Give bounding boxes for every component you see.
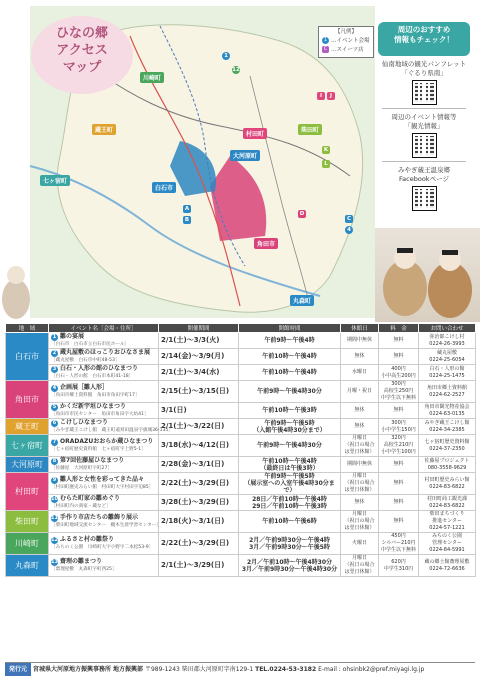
closed-days: 無休 (341, 403, 379, 419)
admission-fee: 無料 (379, 403, 419, 419)
table-header-cell: イベント名［会場・住所］ (49, 324, 159, 333)
divider (382, 161, 466, 162)
inquiry-contact: 村田町商工観光課 0224-83-6822 (419, 495, 476, 511)
map-label-ogawara: 大河原町 (230, 150, 260, 161)
map-legend (318, 26, 374, 58)
opening-hours: 2月／午前9時30分〜午後4時 3月／午前9時30分〜午後5時 (239, 533, 341, 555)
inquiry-contact: 七ヶ宿町歴史資料館 0224-37-2350 (419, 435, 476, 457)
admission-fee: 300円 高校生250円 中学生以下無料 (379, 381, 419, 403)
table-row (6, 533, 476, 555)
table-row (6, 435, 476, 457)
map-label-shichikashuku: 七ヶ宿町 (40, 175, 70, 186)
area-cell: 角田市 (6, 381, 49, 419)
table-header-cell: 地 域 (6, 324, 49, 333)
tourism-title: 「観光情報」 (404, 122, 444, 130)
event-cell (49, 333, 159, 349)
event-number-badge: 3 (52, 366, 57, 372)
event-number-badge: 1 (52, 334, 57, 340)
side-block-pamphlet[interactable] (378, 60, 470, 105)
inquiry-contact: 柴田まちづくり 推進センター 0224-57-1221 (419, 511, 476, 533)
closed-days: 期間中無休 (341, 333, 379, 349)
table-row (6, 495, 476, 511)
closed-days: 無休 (341, 349, 379, 365)
inquiry-contact: 佐藤屋プロジェクト 080-3558-9629 (419, 457, 476, 473)
event-name: むらた町家の雛めぐり (60, 495, 121, 502)
table-header-cell: 休館日 (341, 324, 379, 333)
event-venue: ［みやぎ蔵王こけし館 蔵王町遠刈田温泉字旗城36-135］ (51, 428, 173, 433)
event-venue: ［村田町歴史みらい館 村田町大字村田字迫85］ (51, 485, 154, 490)
closed-days: 月曜日 （祝日の場合は翌日休館） (341, 435, 379, 457)
event-venue-icon: 1 (323, 37, 328, 43)
map-marker-sweets: B (184, 217, 190, 223)
issuer-badge: 発行元 (5, 663, 31, 676)
top-section (0, 0, 480, 322)
admission-fee: 無料 (379, 349, 419, 365)
map-marker-event: 12 (232, 67, 240, 73)
opening-hours: 午前10時〜午後4時 (239, 365, 341, 381)
map-label-kakuda: 角田市 (254, 238, 278, 249)
event-number-badge: 9 (52, 477, 57, 483)
table-header-row (6, 324, 476, 333)
opening-hours: 午前9時〜午後4時 (239, 333, 341, 349)
event-cell (49, 495, 159, 511)
closed-days: 無休 (341, 495, 379, 511)
event-name: 雛の宴展 (60, 333, 85, 340)
map-marker-sweets: I (317, 92, 325, 100)
event-date: 2/22(土)〜3/29(日) (159, 473, 239, 495)
event-number-badge: 5 (52, 404, 57, 410)
event-name: 企画展［雛人形］ (60, 384, 109, 391)
table-row (6, 349, 476, 365)
admission-fee: 無料 (379, 495, 419, 511)
event-date: 2/15(土)〜3/15(日) (159, 381, 239, 403)
event-cell (49, 457, 159, 473)
legend-heading: 【凡例】 (334, 29, 357, 35)
legend-event-label: …イベント会場 (331, 38, 370, 44)
area-cell: 大河原町 (6, 457, 49, 473)
area-cell: 川崎町 (6, 533, 49, 555)
hina-dolls-photo (375, 228, 480, 322)
admission-fee: 無料 (379, 511, 419, 533)
table-header-cell: 開館時間 (239, 324, 341, 333)
inquiry-contact: 蔵丸屋敷 0224-25-6054 (419, 349, 476, 365)
side-block-facebook[interactable] (378, 166, 470, 211)
table-row (6, 555, 476, 577)
event-date: 2/1(土)〜3/4(水) (159, 365, 239, 381)
opening-hours: 午前9時〜午後5時 （入館午後4時30分まで） (239, 419, 341, 435)
event-name: かくだ新宇垣ひなまつり (60, 403, 127, 410)
map-label-shiroishi: 白石市 (152, 182, 176, 193)
table-body (6, 333, 476, 577)
event-cell (49, 365, 159, 381)
office-address: 〒989-1243 柴田郡大河原町字南129-1 (144, 666, 254, 673)
event-cell (49, 381, 159, 403)
office-name: 宮城県大河原地方振興事務所 地方振興部 (32, 666, 144, 673)
event-number-badge: 2 (52, 350, 57, 356)
tourism-label: 周辺のイベント情報等 (391, 113, 457, 121)
event-date: 3/1(日) (159, 403, 239, 419)
event-venue: ［蔵丸屋敷 白石市中町48-53］ (51, 358, 120, 363)
event-date: 2/1(土)〜3/22(日) (159, 419, 239, 435)
event-venue: ［齋理屋敷 丸森町字町西25］ (51, 567, 117, 572)
inquiry-contact: 弥治郎こけし村 0224-26-3993 (419, 333, 476, 349)
closed-days: 月曜・祝日 (341, 381, 379, 403)
event-venue: ［柴田町地域交流センター 槻木生涯学習センター］ (51, 523, 161, 528)
side-heading (378, 22, 470, 56)
event-name: こけしひなまつり (60, 419, 109, 426)
event-venue: ［角田市市民センター 角田市角田字大坊41］ (51, 412, 149, 417)
office-email[interactable]: E-mail : ohsinbk2@pref.miyagi.lg.jp (318, 666, 425, 673)
event-cell (49, 511, 159, 533)
event-name: 手作り市店たちの雛飾り展示 (60, 514, 139, 521)
table-row (6, 365, 476, 381)
map-label-murata: 村田町 (243, 128, 267, 139)
area-cell: 白石市 (6, 333, 49, 381)
closed-days: 火曜日 (341, 533, 379, 555)
event-cell (49, 533, 159, 555)
opening-hours: 午前9時〜午後4時30分 (239, 381, 341, 403)
area-cell: 七ヶ宿町 (6, 435, 49, 457)
event-name: 第7回佐藤屋ひなまつり (60, 457, 125, 464)
map-marker-sweets: A (184, 206, 190, 212)
table-row (6, 381, 476, 403)
map-label-shibata: 柴田町 (298, 124, 322, 135)
qr-code-icon[interactable] (412, 186, 437, 211)
sweets-shop-icon: C (323, 46, 328, 52)
footer (5, 662, 475, 675)
title-line-3: マップ (62, 60, 102, 75)
title-line-1: ひなの郷 (55, 26, 108, 41)
map-label-marumori: 丸森町 (290, 295, 314, 306)
opening-hours: 午前10時〜午後4時 (239, 349, 341, 365)
event-number-badge: 4 (52, 385, 57, 391)
title-line-2: アクセス (56, 43, 108, 58)
event-name: ふるさと村の雛祭り (60, 536, 115, 543)
event-date: 2/28(金)〜3/1(日) (159, 457, 239, 473)
map-label-kawasaki: 川崎町 (140, 72, 164, 83)
event-name: 雛人形と女性を彩ってきた品々 (60, 476, 145, 483)
inquiry-contact: みちのく公園 管理センター 0224-84-5991 (419, 533, 476, 555)
office-tel[interactable]: TEL.0224-53-3182 (255, 666, 317, 673)
table-row (6, 473, 476, 495)
opening-hours: 2月／午前10時〜午後4時30分 3月／午前9時30分〜午後4時30分 (239, 555, 341, 577)
qr-code-icon[interactable] (412, 80, 437, 105)
event-cell (49, 349, 159, 365)
admission-fee: 300円 小中学生150円 (379, 419, 419, 435)
event-name: 蔵丸屋敷のほっこりおひなさま展 (60, 349, 151, 356)
map-marker-sweets: L (322, 160, 330, 168)
event-date: 2/22(土)〜3/29(日) (159, 533, 239, 555)
event-name: 齋理の雛まつり (60, 558, 103, 565)
doll-illustration (0, 255, 32, 321)
event-venue: ［佐藤屋 大河原町字町27］ (51, 466, 112, 471)
admission-fee: 無料 (379, 457, 419, 473)
side-heading-line-1: 周辺のおすすめ (397, 25, 451, 34)
table-row (6, 511, 476, 533)
inquiry-contact: 村田町歴史みらい館 0224-83-6822 (419, 473, 476, 495)
table-row (6, 457, 476, 473)
area-cell: 村田町 (6, 473, 49, 511)
qr-code-icon[interactable] (412, 133, 437, 158)
event-number-badge: 11 (51, 515, 58, 521)
table-row (6, 333, 476, 349)
table-header-cell: 開催期間 (159, 324, 239, 333)
event-name: ORADAZUおおらか蔵ひなまつり (60, 438, 154, 445)
closed-days: 無休 (341, 419, 379, 435)
pamphlet-title: 「ぐるり県南」 (401, 69, 447, 77)
event-name: 白石・人形の館のひなまつり (60, 365, 139, 372)
inquiry-contact: 蔵の郷土館齋理屋敷 0224-72-6636 (419, 555, 476, 577)
table-header-cell: お問い合わせ (419, 324, 476, 333)
table-row (6, 403, 476, 419)
event-cell (49, 435, 159, 457)
admission-fee: 320円 高校生210円 小中学生100円 (379, 435, 419, 457)
opening-hours: 午前9時〜午後4時30分 (239, 435, 341, 457)
map-marker-sweets: J (327, 92, 335, 100)
closed-days: 月曜日 （祝日の場合は翌日休館） (341, 555, 379, 577)
event-cell (49, 555, 159, 577)
divider (382, 108, 466, 109)
event-cell (49, 473, 159, 495)
event-venue: ［七ヶ宿町歴史資料館 七ヶ宿町字上野5-1］ (51, 447, 146, 452)
event-number-badge: 13 (51, 559, 58, 565)
facebook-label: みやぎ蔵王温泉郷 (398, 166, 450, 174)
area-cell: 蔵王町 (6, 419, 49, 435)
map-marker-sweets: C (346, 216, 352, 222)
event-number-badge: 7 (52, 439, 57, 445)
admission-fee: 400円 小中高生200円 (379, 365, 419, 381)
opening-hours: 28日／午前10時〜午後4時 29日／午前10時〜午後3時 (239, 495, 341, 511)
event-number-badge: 8 (52, 458, 57, 464)
event-date: 2/1(土)〜3/29(日) (159, 555, 239, 577)
inquiry-contact: 角田市観光物産協会 0224-63-0135 (419, 403, 476, 419)
event-date: 2/14(金)〜3/9(月) (159, 349, 239, 365)
map-marker-event: 1 (222, 52, 230, 60)
admission-fee: 620円 中学生310円 (379, 555, 419, 577)
map-label-zao: 蔵王町 (92, 124, 116, 135)
map-marker-event: 4 (345, 226, 353, 234)
event-date: 3/18(水)〜4/12(日) (159, 435, 239, 457)
event-number-badge: 12 (51, 537, 58, 543)
side-heading-line-2: 情報もチェック！ (394, 35, 454, 44)
event-date: 2/1(土)〜3/3(火) (159, 333, 239, 349)
pamphlet-label: 仙南地域の観光パンフレット (381, 60, 467, 68)
event-venue: ［白石市 白石市立白石市民ホール］ (51, 342, 130, 347)
events-table (5, 323, 476, 577)
side-block-tourism[interactable] (378, 113, 470, 158)
event-cell (49, 419, 173, 435)
event-number-badge: 6 (52, 420, 57, 426)
inquiry-contact: 角田市郷土資料館 0224-62-2527 (419, 381, 476, 403)
side-info-panel (378, 22, 470, 218)
closed-days: 月曜日 （祝日の場合は翌日休館） (341, 511, 379, 533)
admission-fee: 無料 (379, 333, 419, 349)
closed-days: 水曜日 (341, 365, 379, 381)
table-header-cell: 料 金 (379, 324, 419, 333)
event-venue: ［村田町内の商家・蔵など］ (51, 504, 111, 509)
opening-hours: 午前10時〜午後4時 （最終日は午後3時） (239, 457, 341, 473)
event-date: 2/18(火)〜3/1(日) (159, 511, 239, 533)
map-title (31, 16, 133, 94)
table-row (6, 419, 476, 435)
closed-days: 月曜日 （祝日の場合は翌日休館） (341, 473, 379, 495)
closed-days: 期間中無休 (341, 457, 379, 473)
map-marker-sweets: K (323, 147, 329, 153)
event-number-badge: 10 (51, 496, 58, 502)
event-date: 3/28(土)〜3/29(日) (159, 495, 239, 511)
opening-hours: 午前10時〜午後3時 (239, 403, 341, 419)
legend-sweets-label: …スイーツ店 (331, 47, 364, 53)
event-venue: ［角田市郷土資料館 角田市角田字町17］ (51, 393, 140, 398)
area-cell: 柴田町 (6, 511, 49, 533)
admission-fee: 450円 シルバー210円 中学生以下無料 (379, 533, 419, 555)
admission-fee: 無料 (379, 473, 419, 495)
opening-hours: 午前9時〜午後5時 （展示室への入室午後4時30分まで） (239, 473, 341, 495)
event-cell (49, 403, 159, 419)
map-marker-sweets: D (299, 211, 305, 217)
facebook-title: Facebookページ (399, 175, 449, 183)
inquiry-contact: 白石・人形の館 0224-25-1475 (419, 365, 476, 381)
event-venue: ［みちのく公園 川崎町大字小野字二本松53-9］ (51, 545, 154, 550)
event-venue: ［白石・人形の館 白石市本町41-18］ (51, 374, 134, 379)
inquiry-contact: みやぎ蔵王こけし館 0224-34-2385 (419, 419, 476, 435)
area-cell: 丸森町 (6, 555, 49, 577)
opening-hours: 午前10時〜午後6時 (239, 511, 341, 533)
